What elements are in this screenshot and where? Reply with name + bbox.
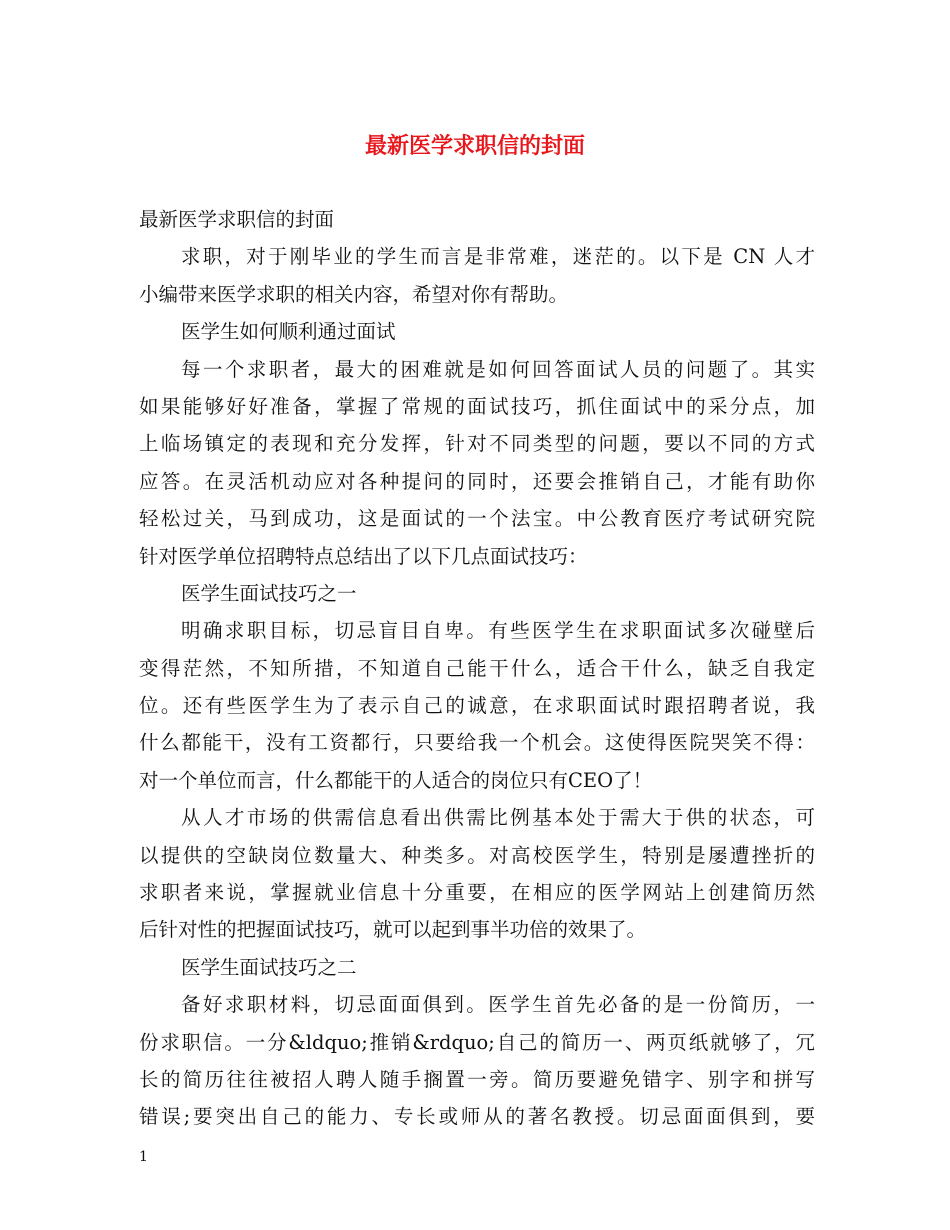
document-body	[139, 201, 815, 1136]
paragraph-line: 错误;要突出自己的能力、专长或师从的著名教授。切忌面面俱到，要	[139, 1105, 815, 1129]
section-heading: 医学生面试技巧之一	[181, 581, 357, 605]
paragraph-line: 份求职信。一分&ldquo;推销&rdquo;自己的简历一、两页纸就够了，冗	[139, 1030, 815, 1054]
paragraph-line: 从人才市场的供需信息看出供需比例基本处于需大于供的状态，可	[181, 806, 815, 830]
page-number: 1	[139, 1149, 148, 1165]
paragraph-line: 位。还有些医学生为了表示自己的诚意，在求职面试时跟招聘者说，我	[139, 694, 815, 718]
paragraph-line: 轻松过关，马到成功，这是面试的一个法宝。中公教育医疗考试研究院	[139, 507, 815, 531]
paragraph-line: 求职者来说，掌握就业信息十分重要，在相应的医学网站上创建简历然	[139, 881, 815, 905]
paragraph-line: 求职，对于刚毕业的学生而言是非常难，迷茫的。以下是 CN 人才	[181, 245, 815, 269]
paragraph-line: 什么都能干，没有工资都行，只要给我一个机会。这使得医院哭笑不得：	[139, 731, 815, 755]
document-title: 最新医学求职信的封面	[364, 134, 585, 159]
paragraph-line: 长的简历往往被招人聘人随手搁置一旁。简历要避免错字、别字和拼写	[139, 1067, 815, 1091]
paragraph-line: 后针对性的把握面试技巧，就可以起到事半功倍的效果了。	[139, 918, 647, 942]
paragraph-line: 应答。在灵活机动应对各种提问的同时，还要会推销自己，才能有助你	[139, 469, 815, 493]
paragraph-line: 以提供的空缺岗位数量大、种类多。对高校医学生，特别是屡遭挫折的	[139, 843, 815, 867]
paragraph-line: 针对医学单位招聘特点总结出了以下几点面试技巧：	[139, 544, 588, 568]
paragraph-line: 每一个求职者，最大的困难就是如何回答面试人员的问题了。其实	[181, 357, 815, 381]
section-heading: 医学生面试技巧之二	[181, 955, 357, 979]
intro-heading: 最新医学求职信的封面	[139, 208, 335, 231]
paragraph-line: 对一个单位而言，什么都能干的人适合的岗位只有CEO了！	[139, 768, 653, 792]
paragraph-line: 备好求职材料，切忌面面俱到。医学生首先必备的是一份简历，一	[181, 993, 815, 1017]
paragraph-line: 小编带来医学求职的相关内容，希望对你有帮助。	[139, 282, 569, 306]
paragraph-line: 变得茫然，不知所措，不知道自己能干什么，适合干什么，缺乏自我定	[139, 656, 815, 680]
paragraph-line: 明确求职目标，切忌盲目自卑。有些医学生在求职面试多次碰壁后	[181, 619, 815, 643]
section-heading: 医学生如何顺利通过面试	[181, 320, 396, 344]
paragraph-line: 上临场镇定的表现和充分发挥，针对不同类型的问题，要以不同的方式	[139, 432, 815, 456]
paragraph-line: 如果能够好好准备，掌握了常规的面试技巧，抓住面试中的采分点，加	[139, 394, 815, 418]
